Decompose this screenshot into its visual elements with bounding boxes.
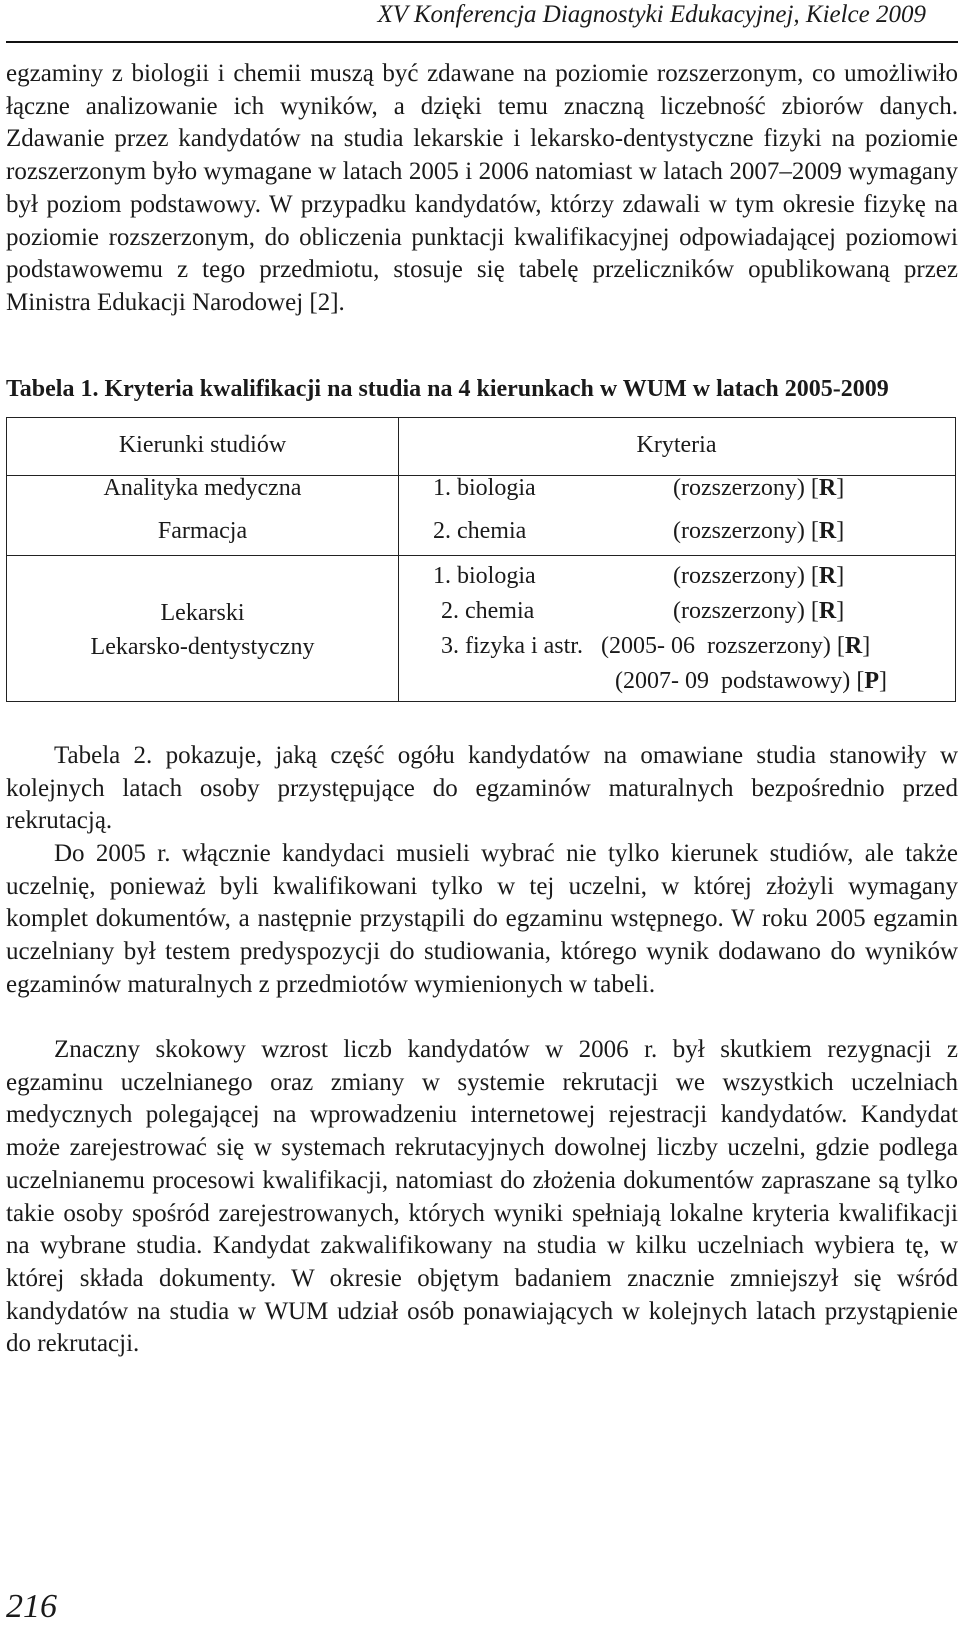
- criterion-level-text: (rozszerzony): [673, 475, 805, 501]
- paragraph-1: egzaminy z biologii i chemii muszą być zdawane na poziomie rozszerzonym, co umożliwiło łączne analizowanie ich wyników, a dzięki temu znaczną liczebność zbiorów danych. Zdawanie przez kandydatów na studia lekarskie i lekarsko-dentystyczne fizyki na poziomie rozszerzonym było wymagane w latach 2005 i 2006 natomiast w latach 2007–2009 wymagany był poziom podstawowy. W przypadku kandydatów, którzy zdawali w tym okresie fizykę na poziomie rozszerzonym, do obliczenia punktacji kwalifikacyjnej odpowiadającej poziomowi podstawowemu z tego przedmiotu, stosuje się tabelę przeliczników opublikowaną przez Ministra Edukacji Narodowej [2].: [6, 60, 958, 316]
- criterion-level-text: (rozszerzony): [673, 563, 805, 589]
- criterion-level-text: (rozszerzony): [673, 598, 805, 624]
- criterion-subject: 2. chemia: [433, 518, 527, 544]
- criteria-table: [6, 417, 956, 702]
- criterion-code: R: [818, 598, 837, 624]
- criterion-level-text: (2005- 06 rozszerzony): [601, 633, 831, 659]
- criterion-level: (2005- 06 rozszerzony) [R]: [601, 633, 871, 659]
- header-rule: [6, 41, 958, 43]
- table-program: Analityka medyczna: [103, 475, 302, 501]
- criterion-subject: 3. fizyka i astr.: [441, 633, 583, 659]
- criterion-subject: 1. biologia: [433, 563, 536, 589]
- criterion-subject: 2. chemia: [441, 598, 535, 624]
- criterion-code: P: [864, 668, 879, 694]
- criterion-level: (rozszerzony) [R]: [673, 563, 845, 589]
- page-number: 216: [6, 1588, 57, 1625]
- paragraph-2: Tabela 2. pokazuje, jaką część ogółu kandydatów na omawiane studia stanowiły w kolejnych latach osoby przystępujące do egzaminów maturalnych bezpośrednio przed rekrutacją.: [6, 742, 958, 835]
- table-caption: Tabela 1. Kryteria kwalifikacji na studia na 4 kierunkach w WUM w latach 2005-2009: [6, 376, 889, 402]
- table-group-divider: [7, 555, 955, 556]
- table-header-programs: Kierunki studiów: [118, 432, 287, 458]
- table-program: Lekarsko-dentystyczny: [90, 634, 315, 660]
- criterion-subject: 1. biologia: [433, 475, 536, 501]
- criterion-level-text: (2007- 09 podstawowy): [615, 668, 851, 694]
- criterion-level: (rozszerzony) [R]: [673, 475, 845, 501]
- criterion-code: R: [818, 475, 837, 501]
- table-column-divider: [398, 418, 399, 701]
- criterion-code: R: [818, 563, 837, 589]
- paragraph-3: Do 2005 r. włącznie kandydaci musieli wybrać nie tylko kierunek studiów, ale także uczelnię, ponieważ byli kwalifikowani tylko w tej uczelni, w której złożyli wymagany komplet dokumentów, a następnie przystąpili do egzaminu wstępnego. W roku 2005 egzamin uczelniany był testem predyspozycji do studiowania, którego wynik dodawano do wyników egzaminów maturalnych z przedmiotów wymienionych w tabeli.: [6, 840, 958, 998]
- running-header: XV Konferencja Diagnostyki Edukacyjnej, Kielce 2009: [377, 1, 926, 28]
- table-header-criteria: Kryteria: [636, 432, 717, 458]
- criterion-level: (rozszerzony) [R]: [673, 598, 845, 624]
- criterion-level: (rozszerzony) [R]: [673, 518, 845, 544]
- table-program: Farmacja: [157, 518, 248, 544]
- paragraph-4: Znaczny skokowy wzrost liczb kandydatów w 2006 r. był skutkiem rezygnacji z egzaminu uczelnianego oraz zmiany w systemie rekrutacji we wszystkich uczelniach medycznych polegającej na wprowadzeniu internetowej rejestracji kandydatów. Kandydat może zarejestrować się w systemach rekrutacyjnych dowolnej liczby uczelni, gdzie podlega uczelnianemu procesowi kwalifikacji, natomiast do złożenia dokumentów zapraszane są tylko takie osoby spośród zarejestrowanych, których wyniki spełniają lokalne kryteria kwalifikacji na wybrane studia. Kandydat zakwalifikowany na studia w kilku uczelniach wybiera tę, w której składa dokumenty. W okresie objętym badaniem znacznie zmniejszył się wśród kandydatów na studia w WUM udział osób ponawiających w kolejnych latach przystąpienie do rekrutacji.: [6, 1036, 958, 1358]
- criterion-code: R: [844, 633, 863, 659]
- criterion-level: (2007- 09 podstawowy) [P]: [615, 668, 887, 694]
- criterion-level-text: (rozszerzony): [673, 518, 805, 544]
- criterion-code: R: [818, 518, 837, 544]
- table-program: Lekarski: [160, 600, 245, 626]
